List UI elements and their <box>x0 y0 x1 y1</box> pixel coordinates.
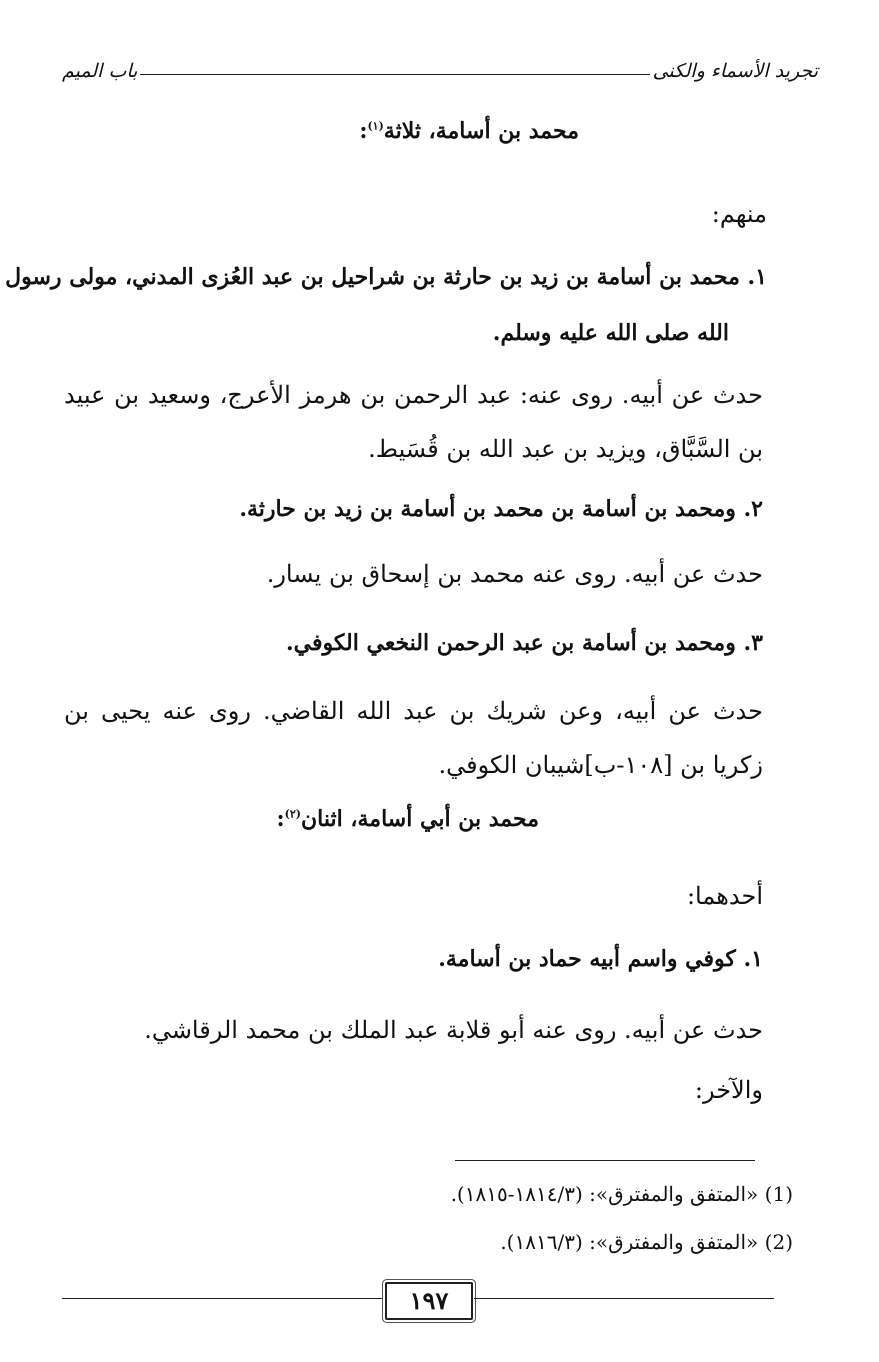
entry-3-title: ٣. ومحمد بن أسامة بن عبد الرحمن النخعي الكوفي. <box>286 630 763 656</box>
running-header <box>62 52 818 88</box>
section-heading-2-text: محمد بن أبي أسامة، اثنان <box>301 806 539 832</box>
footnote-rule <box>455 1160 755 1161</box>
entry-1-title-line-1: ١. محمد بن أسامة بن زيد بن حارثة بن شراحيل بن عبد العُزى المدني، مولى رسول <box>5 264 767 290</box>
entry-1-text: حدث عن أبيه. روى عنه: عبد الرحمن بن هرمز الأعرج، وسعيد بن عبيد بن السَّبَّاق، ويزيد بن عبد الله بن قُسَيط. <box>64 381 763 463</box>
footer-rule-right <box>474 1298 774 1299</box>
intro-text-1: منهم: <box>711 200 767 228</box>
page-number: ١٩٧ <box>385 1282 473 1320</box>
intro-text-2: أحدهما: <box>686 882 763 910</box>
header-rule <box>140 74 650 75</box>
section-heading-2-colon: : <box>276 806 285 832</box>
entry-4-title: ١. كوفي واسم أبيه حماد بن أسامة. <box>438 946 763 972</box>
footnote-1: (1) «المتفق والمفترق»: (١٨١٤/٣-١٨١٥). <box>450 1182 793 1206</box>
footnote-ref-2: (٢) <box>284 807 301 821</box>
header-chapter-title: باب الميم <box>62 60 138 82</box>
entry-3-text: حدث عن أبيه، وعن شريك بن عبد الله القاضي. روى عنه يحيى بن زكريا بن [١٠٨-ب]شيبان الكوفي. <box>64 697 763 779</box>
entry-2-title: ٢. ومحمد بن أسامة بن محمد بن أسامة بن زيد بن حارثة. <box>239 496 763 522</box>
section-heading-1-colon: : <box>359 118 368 144</box>
entry-1-title-line-2: الله صلى الله عليه وسلم. <box>492 320 729 346</box>
entry-2-text: حدث عن أبيه. روى عنه محمد بن إسحاق بن يسار. <box>266 560 763 588</box>
footer-rule-left <box>62 1298 382 1299</box>
footnote-ref-1: (١) <box>367 119 384 133</box>
footnote-2: (2) «المتفق والمفترق»: (١٨١٦/٣). <box>500 1230 793 1254</box>
entry-4-text: حدث عن أبيه. روى عنه أبو قلابة عبد الملك بن محمد الرقاشي. <box>144 1016 763 1044</box>
section-heading-1-text: محمد بن أسامة، ثلاثة <box>383 118 579 144</box>
section-heading-2 <box>277 806 539 832</box>
header-book-title: تجريد الأسماء والكنى <box>652 60 818 82</box>
section-heading-1 <box>359 118 579 144</box>
outro-text: والآخر: <box>694 1076 763 1104</box>
